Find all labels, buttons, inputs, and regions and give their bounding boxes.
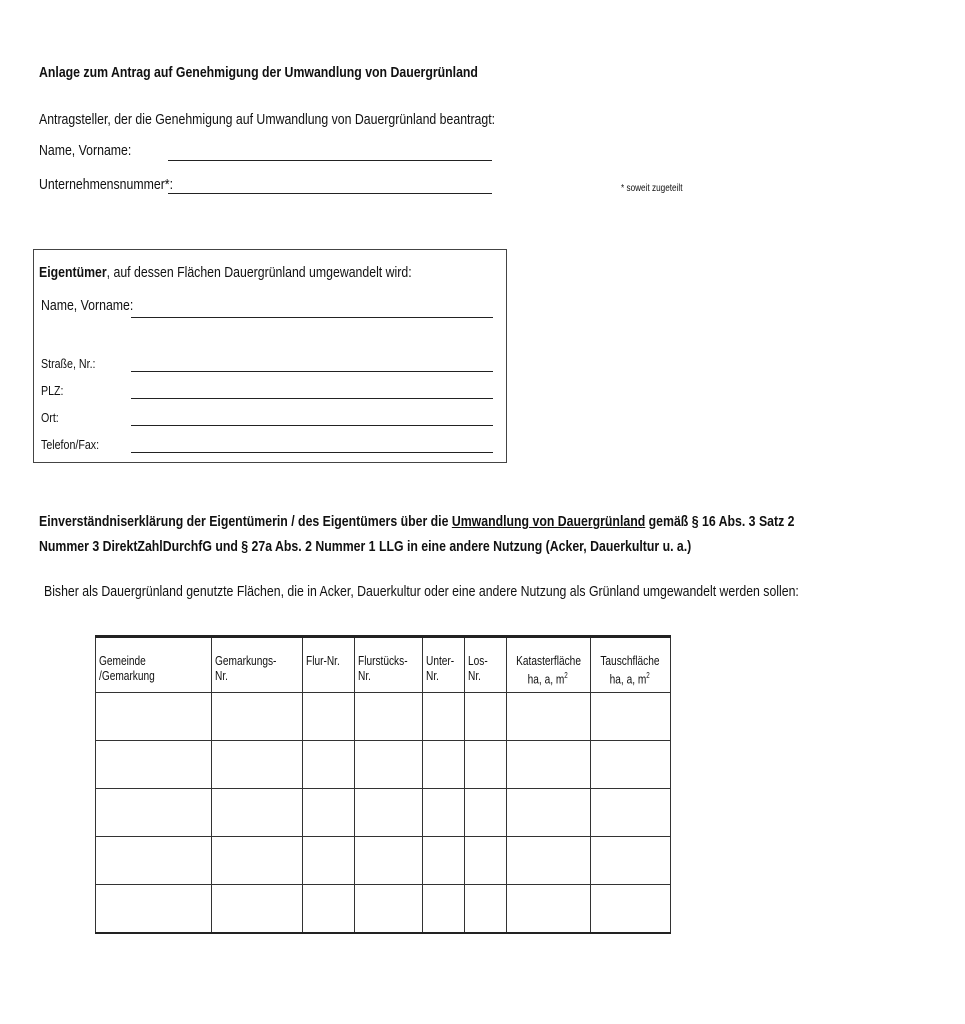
declaration-heading-line2: Nummer 3 DirektZahlDurchfG und § 27a Abs. 2 Nummer 1 LLG in eine andere Nutzung (Acker, Dauerkultur u. a.) — [39, 538, 692, 555]
parcel-table — [95, 635, 671, 934]
table-cell[interactable] — [590, 693, 670, 741]
table-cell[interactable] — [506, 789, 590, 837]
table-cell[interactable] — [464, 885, 506, 933]
table-cell[interactable] — [212, 885, 303, 933]
table-cell[interactable] — [422, 741, 464, 789]
table-cell[interactable] — [464, 837, 506, 885]
table-cell[interactable] — [590, 741, 670, 789]
table-cell[interactable] — [96, 837, 212, 885]
table-row — [96, 693, 671, 741]
form-title: Anlage zum Antrag auf Genehmigung der Umwandlung von Dauergrünland — [39, 64, 478, 81]
table-cell[interactable] — [355, 837, 423, 885]
footnote: * soweit zugeteilt — [621, 183, 683, 194]
table-cell[interactable] — [506, 885, 590, 933]
table-cell[interactable] — [212, 837, 303, 885]
column-header-municipality: Gemeinde /Gemarkung — [96, 637, 212, 693]
table-cell[interactable] — [422, 789, 464, 837]
table-cell[interactable] — [212, 789, 303, 837]
table-cell[interactable] — [506, 693, 590, 741]
column-header-sub-number: Unter- Nr. — [422, 637, 464, 693]
table-cell[interactable] — [464, 789, 506, 837]
table-cell[interactable] — [590, 837, 670, 885]
owner-phone-field[interactable] — [131, 452, 493, 453]
table-cell[interactable] — [303, 693, 355, 741]
table-row — [96, 837, 671, 885]
table-cell[interactable] — [506, 741, 590, 789]
table-cell[interactable] — [303, 885, 355, 933]
applicant-number-label: Unternehmensnummer*: — [39, 176, 173, 193]
table-cell[interactable] — [355, 789, 423, 837]
table-cell[interactable] — [303, 741, 355, 789]
table-cell[interactable] — [303, 789, 355, 837]
table-cell[interactable] — [303, 837, 355, 885]
table-cell[interactable] — [96, 885, 212, 933]
table-cell[interactable] — [355, 885, 423, 933]
parcel-intro-text: Bisher als Dauergrünland genutzte Flächen, die in Acker, Dauerkultur oder eine andere Nutzung als Grünland umgewandelt werden sollen: — [44, 583, 799, 600]
owner-street-field[interactable] — [131, 371, 493, 372]
column-header-exchange-area: Tauschfläche ha, a, $m^2$ — [590, 637, 670, 693]
owner-name-field[interactable] — [131, 317, 493, 318]
owner-city-field[interactable] — [131, 425, 493, 426]
applicant-section-heading: Antragsteller, der die Genehmigung auf Umwandlung von Dauergrünland beantragt: — [39, 111, 496, 128]
table-cell[interactable] — [355, 693, 423, 741]
table-cell[interactable] — [212, 693, 303, 741]
owner-city-label: Ort: — [41, 410, 59, 425]
owner-zip-label: PLZ: — [41, 383, 64, 398]
table-cell[interactable] — [464, 741, 506, 789]
owner-zip-field[interactable] — [131, 398, 493, 399]
table-row — [96, 885, 671, 933]
table-cell[interactable] — [422, 885, 464, 933]
table-cell[interactable] — [464, 693, 506, 741]
applicant-name-label: Name, Vorname: — [39, 142, 132, 159]
column-header-lot-number: Los-Nr. — [464, 637, 506, 693]
table-cell[interactable] — [590, 789, 670, 837]
owner-street-label: Straße, Nr.: — [41, 356, 96, 371]
column-header-cadastral-area: Katasterfläche ha, a, $m^2$ — [506, 637, 590, 693]
table-row — [96, 741, 671, 789]
table-row — [96, 789, 671, 837]
table-cell[interactable] — [422, 693, 464, 741]
table-cell[interactable] — [212, 741, 303, 789]
table-header-row — [96, 637, 671, 693]
column-header-flur-number: Flur-Nr. — [303, 637, 355, 693]
applicant-number-field[interactable] — [168, 193, 492, 194]
column-header-district-number: Gemarkungs-Nr. — [212, 637, 303, 693]
table-cell[interactable] — [355, 741, 423, 789]
table-cell[interactable] — [422, 837, 464, 885]
table-cell[interactable] — [96, 693, 212, 741]
table-cell[interactable] — [96, 789, 212, 837]
owner-phone-label: Telefon/Fax: — [41, 437, 100, 452]
table-cell[interactable] — [590, 885, 670, 933]
table-cell[interactable] — [96, 741, 212, 789]
owner-name-label: Name, Vorname: — [41, 297, 134, 314]
owner-section-heading: Eigentümer, auf dessen Flächen Dauergrünland umgewandelt wird: — [39, 264, 412, 281]
table-cell[interactable] — [506, 837, 590, 885]
column-header-parcel-number: Flurstücks-Nr. — [355, 637, 423, 693]
applicant-name-field[interactable] — [168, 160, 492, 161]
declaration-heading-line1: Einverständniserklärung der Eigentümerin / des Eigentümers über die Umwandlung von Dauergrünland gemäß § 16 Abs. 3 Satz 2 — [39, 513, 795, 530]
